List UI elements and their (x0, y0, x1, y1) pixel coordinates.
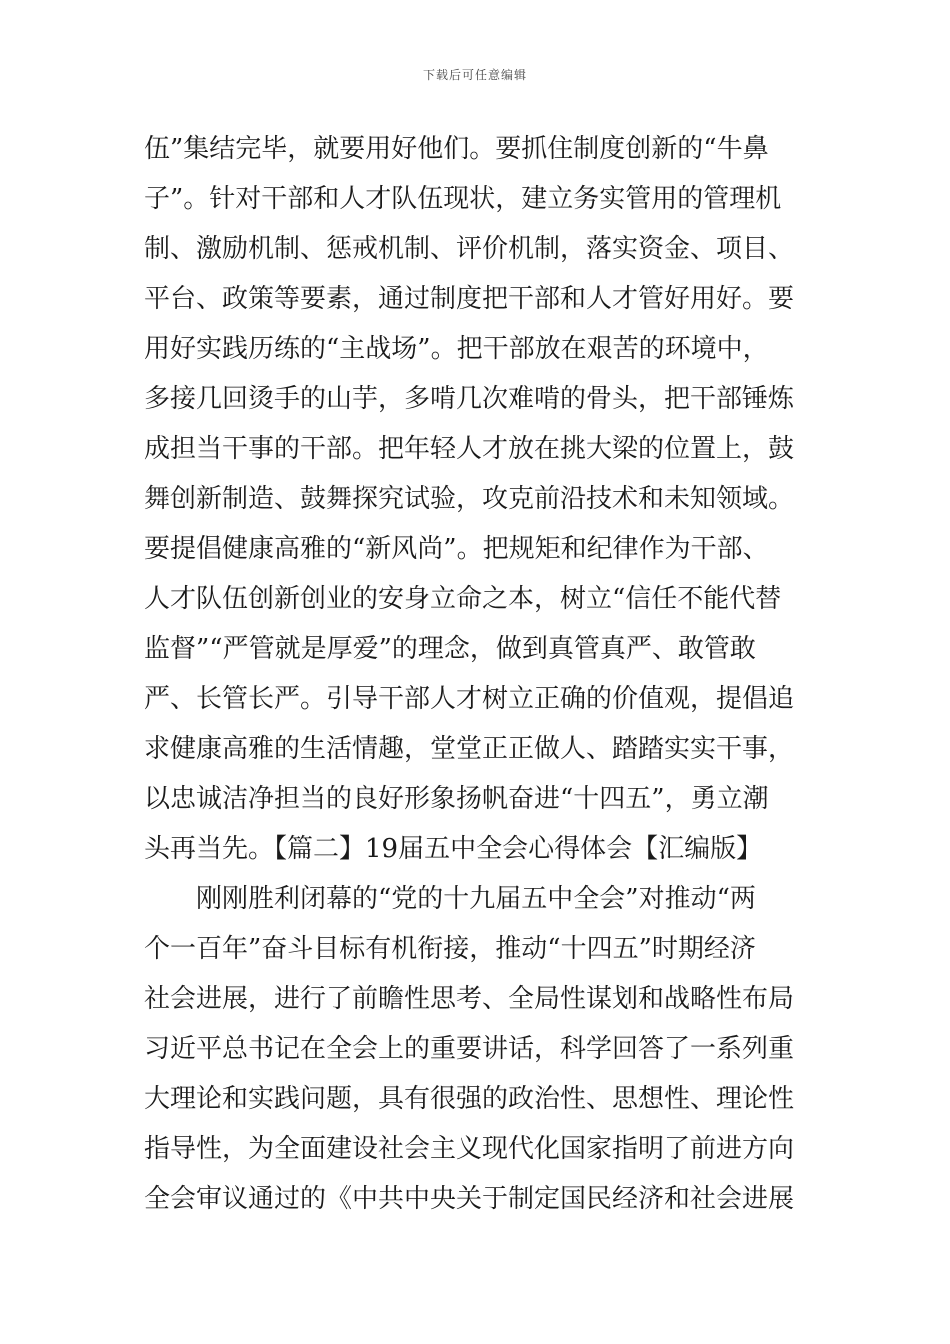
text-line: 全会审议通过的《中共中央关于制定国民经济和社会进展 (144, 1184, 795, 1214)
page-header-note: 下载后可任意编辑 (422, 68, 527, 82)
text-line: 习近平总书记在全会上的重要讲话，科学回答了一系列重 (144, 1034, 795, 1064)
text-line: 舞创新制造、鼓舞探究试验，攻克前沿技术和未知领域。 (144, 484, 795, 514)
text-line: 伍”集结完毕，就要用好他们。要抓住制度创新的“牛鼻 (144, 134, 769, 164)
text-line: 成担当干事的干部。把年轻人才放在挑大梁的位置上，鼓 (144, 434, 795, 464)
text-line: 平台、政策等要素，通过制度把干部和人才管好用好。要 (144, 284, 795, 314)
text-line: 多接几回烫手的山芋，多啃几次难啃的骨头，把干部锤炼 (144, 384, 795, 414)
text-line: 监督”“严管就是厚爱”的理念，做到真管真严、敢管敢 (144, 634, 756, 664)
text-line: 大理论和实践问题，具有很强的政治性、思想性、理论性 (144, 1084, 795, 1114)
text-line: 刚刚胜利闭幕的“党的十九届五中全会”对推动“两 (144, 884, 756, 914)
text-line: 严、长管长严。引导干部人才树立正确的价值观，提倡追 (144, 684, 795, 714)
text-line: 以忠诚洁净担当的良好形象扬帆奋进“十四五”，勇立潮 (144, 784, 769, 814)
text-line: 求健康高雅的生活情趣，堂堂正正做人、踏踏实实干事， (144, 734, 795, 764)
text-line: 子”。针对干部和人才队伍现状，建立务实管用的管理机 (144, 184, 782, 214)
text-line: 制、激励机制、惩戒机制、评价机制，落实资金、项目、 (144, 234, 795, 264)
text-line: 指导性，为全面建设社会主义现代化国家指明了前进方向 (144, 1134, 795, 1164)
document-body (144, 124, 814, 1224)
text-line: 人才队伍创新创业的安身立命之本，树立“信任不能代替 (144, 584, 782, 614)
text-line: 用好实践历练的“主战场”。把干部放在艰苦的环境中， (144, 334, 769, 364)
text-line: 要提倡健康高雅的“新风尚”。把规矩和纪律作为干部、 (144, 534, 769, 564)
text-line: 社会进展，进行了前瞻性思考、全局性谋划和战略性布局 (144, 984, 795, 1014)
text-line: 头再当先。【篇二】19届五中全会心得体会【汇编版】 (144, 834, 763, 864)
text-line: 个一百年”奋斗目标有机衔接，推动“十四五”时期经济 (144, 934, 756, 964)
